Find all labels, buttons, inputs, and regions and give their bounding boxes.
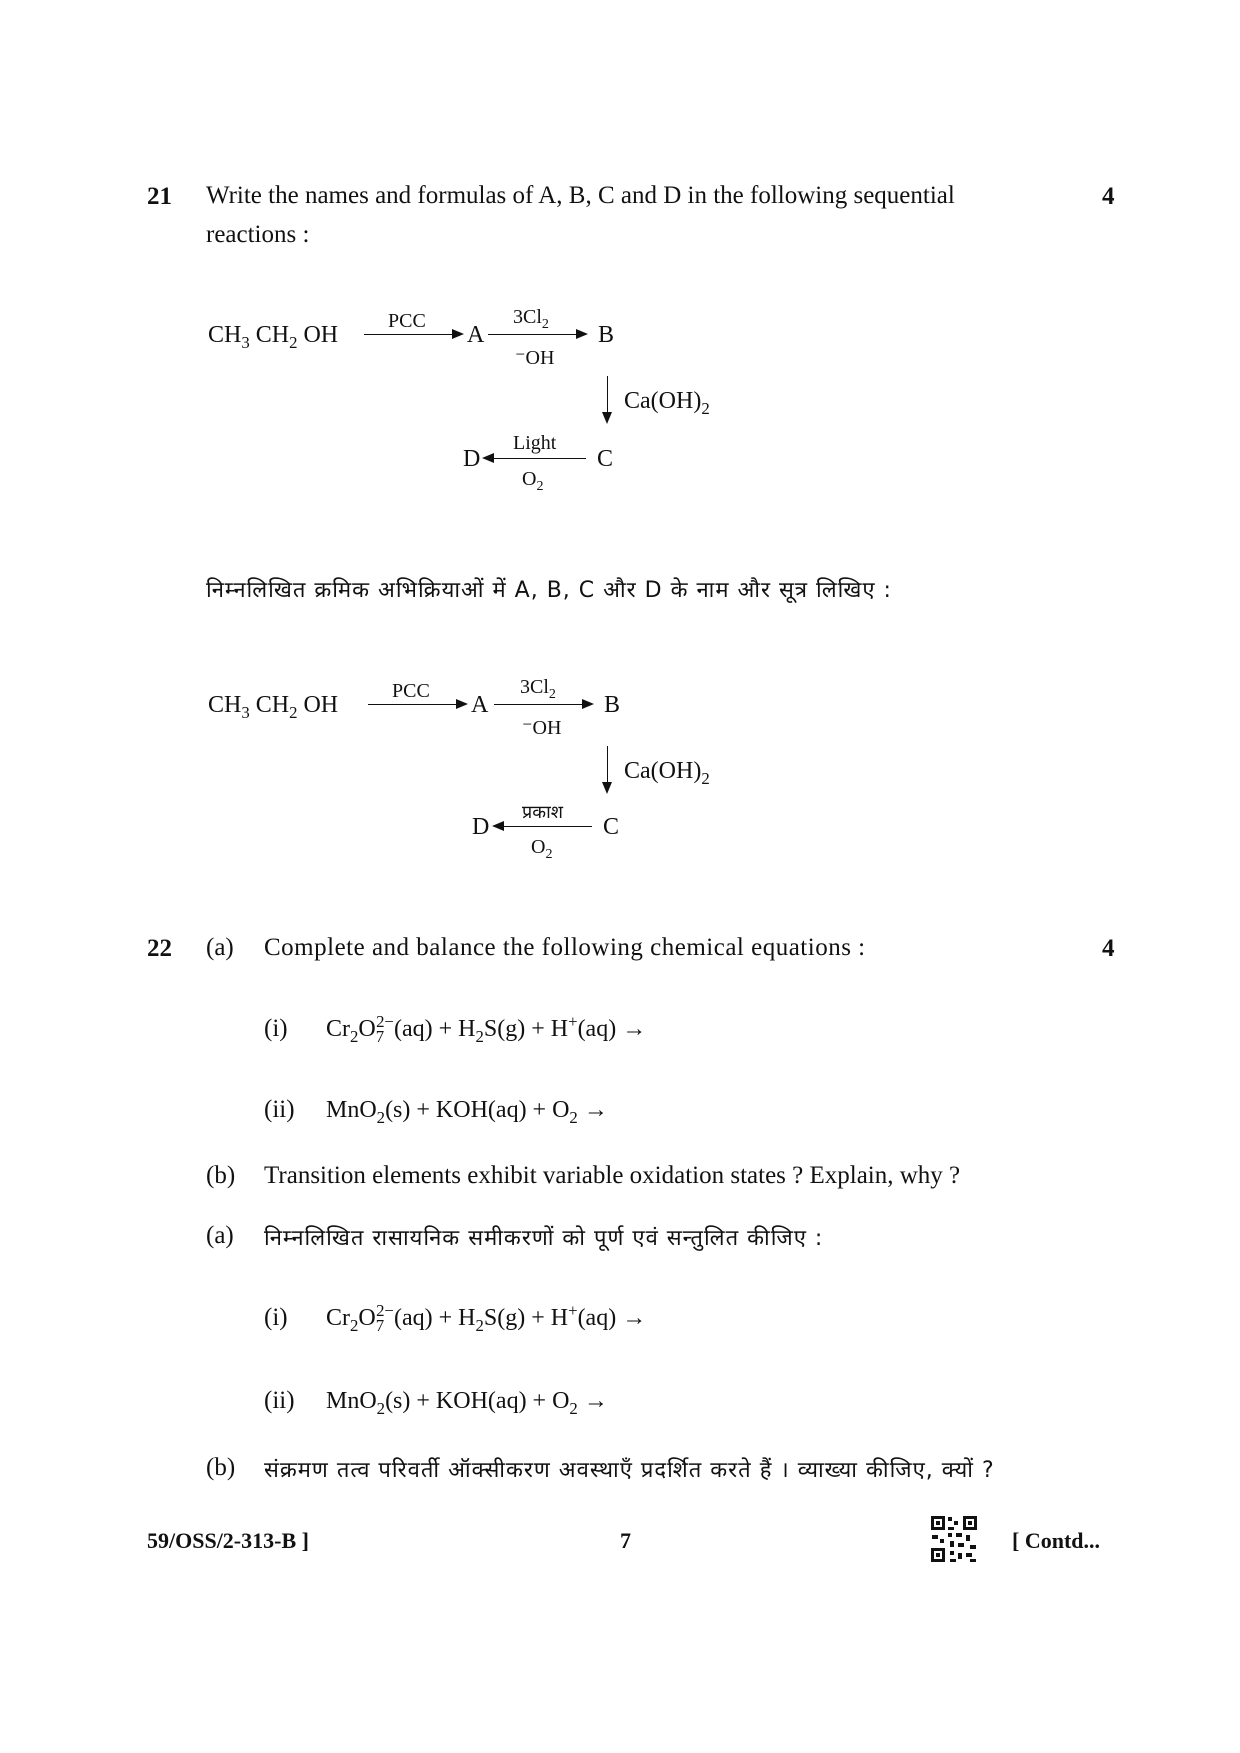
equation-i-hi: $Cr_2O_7^{2-}(aq) + H_2S(g) + H^+(aq)$ →	[326, 1301, 647, 1335]
reagent-oxygen: $O_2$	[522, 468, 544, 494]
arrow-3-hi	[607, 746, 608, 784]
q22-eq-i-label-hi: (i)	[264, 1304, 288, 1331]
compound-b: B	[598, 322, 615, 348]
q22-eq-i-label: (i)	[264, 1015, 288, 1042]
arrow-4	[488, 458, 586, 459]
arrow-3	[607, 376, 608, 414]
compound-c-hi: C	[603, 814, 620, 840]
page-number: 7	[620, 1528, 631, 1553]
q22-part-b-label-hi: (b)	[206, 1454, 236, 1481]
arrow-2-head	[576, 329, 588, 339]
compound-a: A	[467, 322, 485, 348]
equation-i: $Cr_2O_7^{2-}(aq) + H_2S(g) + H^+(aq)$ →	[326, 1012, 647, 1046]
question-number-22: 22	[147, 935, 172, 962]
arrow-1-hi	[368, 704, 458, 705]
arrow-4-hi	[498, 826, 592, 827]
q22-part-b-text-hindi: संक्रमण तत्व परिवर्ती ऑक्सीकरण अवस्थाएँ प्रदर्शित करते हैं । व्याख्या कीजिए, क्यों ?	[264, 1458, 995, 1483]
q21-text-line1: Write the names and formulas of A, B, C and D in the following sequential	[206, 182, 955, 209]
compound-d: D	[463, 446, 481, 472]
q22-part-b-label: (b)	[206, 1162, 236, 1189]
arrow-2-hi	[494, 704, 584, 705]
qr-code-icon	[930, 1515, 978, 1563]
arrow-2	[488, 334, 578, 335]
reagent-caoh2-hi: $Ca(OH)_2$	[624, 758, 710, 788]
compound-d-hi: D	[472, 814, 490, 840]
q21-marks: 4	[1102, 183, 1115, 210]
arrow-1-head	[452, 329, 464, 339]
arrow-3-hi-head	[602, 782, 612, 794]
compound-b-hi: B	[604, 692, 621, 718]
q22-marks: 4	[1102, 935, 1115, 962]
reagent-hydroxide: ⁻OH	[515, 347, 555, 369]
reagent-pcc: PCC	[388, 310, 426, 332]
equation-ii: $MnO_2(s) + KOH(aq) + O_2$ →	[326, 1097, 608, 1127]
paper-code: 59/OSS/2-313-B ]	[147, 1528, 309, 1553]
reagent-3cl2-hi: $3Cl_2$	[520, 676, 556, 702]
q22-part-a-text-hindi: निम्नलिखित रासायनिक समीकरणों को पूर्ण एवं सन्तुलित कीजिए :	[264, 1226, 824, 1251]
reagent-hydroxide-hi: ⁻OH	[522, 717, 562, 739]
q22-part-a-label-hi: (a)	[206, 1222, 234, 1249]
arrow-1	[364, 334, 454, 335]
q21-text-line2: reactions :	[206, 221, 310, 248]
reagent-light: Light	[513, 432, 557, 454]
q22-part-b-text: Transition elements exhibit variable oxidation states ? Explain, why ?	[264, 1162, 961, 1189]
reagent-light-hindi: प्रकाश	[522, 802, 563, 823]
compound-c: C	[597, 446, 614, 472]
equation-ii-hi: $MnO_2(s) + KOH(aq) + O_2$ →	[326, 1388, 608, 1418]
q21-text-hindi: निम्नलिखित क्रमिक अभिक्रियाओं में A, B, C और D के नाम और सूत्र लिखिए :	[206, 578, 892, 603]
q22-eq-ii-label: (ii)	[264, 1096, 295, 1123]
arrow-2-hi-head	[582, 699, 594, 709]
q22-part-a-text: Complete and balance the following chemical equations :	[264, 934, 866, 961]
reagent-3cl2: $3Cl_2$	[513, 306, 549, 332]
reagent-caoh2: $Ca(OH)_2$	[624, 388, 710, 418]
ethanol-formula: $CH_3$ $CH_2$ OH	[208, 322, 339, 352]
reagent-oxygen-hi: $O_2$	[531, 836, 553, 862]
question-number-21: 21	[147, 183, 172, 210]
arrow-1-hi-head	[456, 699, 468, 709]
q22-part-a-label: (a)	[206, 934, 234, 961]
ethanol-formula-hi: $CH_3$ $CH_2$ OH	[208, 692, 339, 722]
compound-a-hi: A	[471, 692, 489, 718]
reagent-pcc-hi: PCC	[392, 680, 430, 702]
continued-label: [ Contd...	[1012, 1528, 1101, 1553]
arrow-3-head	[602, 412, 612, 424]
q22-eq-ii-label-hi: (ii)	[264, 1387, 295, 1414]
